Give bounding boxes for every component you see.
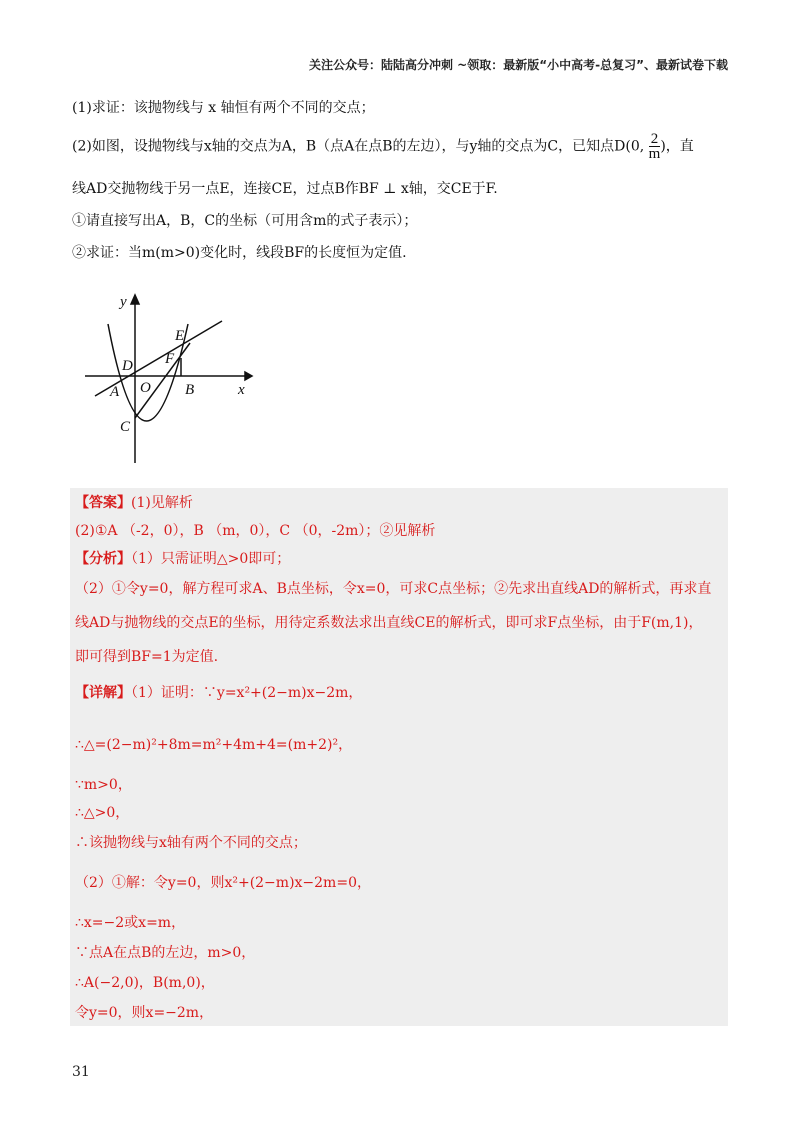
label-a: A xyxy=(110,384,120,400)
detail-line7: ∴x=−2或x=m， xyxy=(75,915,186,931)
parabola-figure xyxy=(80,288,270,473)
question-part2-tail: ，直 xyxy=(665,138,694,155)
detail-line4: ∴△>0， xyxy=(75,805,130,821)
fraction-numerator: 2 xyxy=(649,132,661,147)
answer-tag: 【答案】 xyxy=(75,495,131,511)
question-item2: ②求证：当m(m>0)变化时，线段BF的长度恒为定值. xyxy=(72,245,407,261)
label-x: x xyxy=(238,382,245,398)
detail-line6: （2）①解：令y=0，则x²+(2−m)x−2m=0， xyxy=(75,875,371,891)
analysis-line2: （2）①令y=0，解方程可求A、B点坐标，令x=0，可求C点坐标；②先求出直线AD的解析式，再求直 xyxy=(75,581,712,597)
label-o: O xyxy=(140,380,151,396)
analysis-line4: 即可得到BF=1为定值. xyxy=(75,649,219,665)
question-part2-line2: 线AD交抛物线于另一点E，连接CE，过点B作BF ⊥ x轴，交CE于F. xyxy=(72,181,498,197)
label-d: D xyxy=(122,358,133,374)
fraction-denominator: m xyxy=(648,146,661,162)
detail-line9: ∴A(−2,0)，B(m,0)， xyxy=(75,975,215,991)
analysis-line xyxy=(75,548,290,570)
answer-text: (1)见解析 xyxy=(131,495,193,511)
question-part1: (1)求证：该抛物线与 x 轴恒有两个不同的交点； xyxy=(72,100,375,116)
page-header: 关注公众号：陆陆高分冲刺 ~领取：最新版“小中高考-总复习”、最新试卷下载 xyxy=(309,58,728,72)
question-part2: (2)如图，设抛物线与x轴的交点为A，B（点A在点B的左边），与y轴的交点为C，已知点D(0, $\frac{2}{m}$ )，直 xyxy=(72,131,694,162)
question-item1: ①请直接写出A，B，C的坐标（可用含m的式子表示）； xyxy=(72,213,418,229)
detail-line2: ∴△=(2−m)²+8m=m²+4m+4=(m+2)²， xyxy=(75,737,353,753)
x-axis-arrow xyxy=(245,372,252,380)
detail-line xyxy=(75,682,362,704)
question-part2-text: (2)如图，设抛物线与x轴的交点为A，B（点A在点B的左边），与y轴的交点为C，已知点D xyxy=(72,138,626,155)
analysis-text: （1）只需证明△>0即可； xyxy=(131,551,291,567)
detail-line8: ∵点A在点B的左边，m>0， xyxy=(75,945,256,961)
detail-tag: 【详解】 xyxy=(75,685,131,701)
y-axis-arrow xyxy=(131,295,139,304)
label-f: F xyxy=(165,351,175,367)
label-e: E xyxy=(175,328,185,344)
analysis-tag: 【分析】 xyxy=(75,551,131,567)
answer-line xyxy=(75,492,193,514)
label-y: y xyxy=(120,294,127,310)
answer-part2: (2)①A （-2，0），B （m，0），C （0，-2m）；②见解析 xyxy=(75,523,436,539)
detail-line10: 令y=0，则x=−2m， xyxy=(75,1005,214,1021)
fraction xyxy=(649,132,661,161)
page-number: 31 xyxy=(72,1064,90,1080)
label-c: C xyxy=(120,419,131,435)
analysis-line3: 线AD与抛物线的交点E的坐标，用待定系数法求出直线CE的解析式，即可求F点坐标，由于F(m,1)， xyxy=(75,615,703,631)
label-b: B xyxy=(185,382,195,398)
detail-text: （1）证明：∵y=x²+(2−m)x−2m， xyxy=(131,685,363,701)
detail-line3: ∵m>0， xyxy=(75,777,132,793)
detail-line5: ∴该抛物线与x轴有两个不同的交点； xyxy=(75,835,307,851)
